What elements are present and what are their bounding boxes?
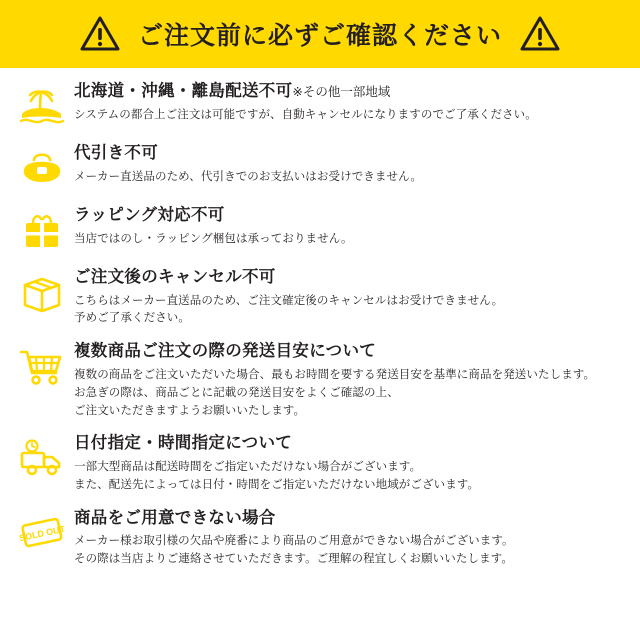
notice-title: 商品をご用意できない場合	[74, 508, 276, 527]
warning-triangle-icon	[80, 16, 120, 52]
notice-line: こちらはメーカー直送品のため、ご注文確定後のキャンセルはお受けできません。	[74, 294, 504, 307]
notice-title: 日付指定・時間指定について	[74, 434, 293, 453]
notice-line: 予めご了承ください。	[74, 312, 190, 325]
notice-line: 当店ではのし・ラッピング梱包は承っておりません。	[74, 232, 353, 245]
notice-body	[70, 142, 626, 186]
notice-item	[14, 340, 626, 420]
notice-title: ラッピング対応不可	[74, 206, 225, 224]
page-title: ご注文前に必ずご確認ください	[137, 22, 502, 50]
notice-title: 北海道・沖縄・離島配送不可※その他一部地域	[74, 82, 391, 100]
warning-triangle-icon	[520, 16, 560, 52]
notice-item	[14, 266, 626, 328]
page-header	[0, 0, 640, 68]
notice-line: 複数の商品をご注文いただいた場合、最もお時間を要する発送目安を基準に商品を発送いたします。	[74, 368, 596, 381]
notice-line: システムの都合上ご注文は可能ですが、自動キャンセルになりますのでご了承ください。	[74, 108, 537, 121]
notice-body	[70, 507, 626, 569]
notice-title: ご注文後のキャンセル不可	[74, 268, 276, 286]
shopping-cart-icon	[14, 340, 70, 390]
coin-purse-icon	[14, 142, 70, 192]
notice-line: メーカー直送品のため、代引きでのお支払いはお受けできません。	[74, 170, 422, 183]
notice-line: ご注文いただきますようお願いいたします。	[74, 404, 306, 417]
delivery-truck-icon	[14, 432, 70, 482]
notice-item	[14, 204, 626, 254]
notice-line: 一部大型商品は配送時間をご指定いただけない場合がございます。	[74, 460, 422, 473]
notice-item	[14, 80, 626, 130]
notice-body	[70, 340, 626, 420]
notice-body	[70, 80, 626, 124]
notice-body	[70, 266, 626, 328]
notice-line: また、配送先によっては日付・時間をご指定いただけない地域がございます。	[74, 478, 480, 491]
notice-line: メーカー様お取引様の欠品や廃番により商品のご用意ができない場合がございます。	[74, 535, 514, 548]
notice-line: お急ぎの際は、商品ごとに記載の発送目安をよくご確認の上、	[74, 386, 399, 399]
cardboard-box-icon	[14, 266, 70, 316]
sold-out-stamp-icon	[14, 507, 70, 557]
notice-line: その際は当店よりご連絡させていただきます。ご理解の程宜しくお願いいたします。	[74, 553, 513, 565]
island-palm-icon	[14, 80, 70, 130]
notice-sections	[0, 68, 640, 569]
svg-text:SOLD OUT: SOLD OUT	[18, 523, 66, 543]
notice-body	[70, 432, 626, 494]
notice-title: 複数商品ご注文の際の発送目安について	[74, 342, 377, 361]
notice-body	[70, 204, 626, 248]
notice-item	[14, 432, 626, 494]
notice-item	[14, 142, 626, 192]
notice-item	[14, 507, 626, 569]
gift-bag-icon	[14, 204, 70, 254]
notice-title-suffix: ※その他一部地域	[292, 85, 391, 99]
notice-title: 代引き不可	[74, 144, 158, 162]
